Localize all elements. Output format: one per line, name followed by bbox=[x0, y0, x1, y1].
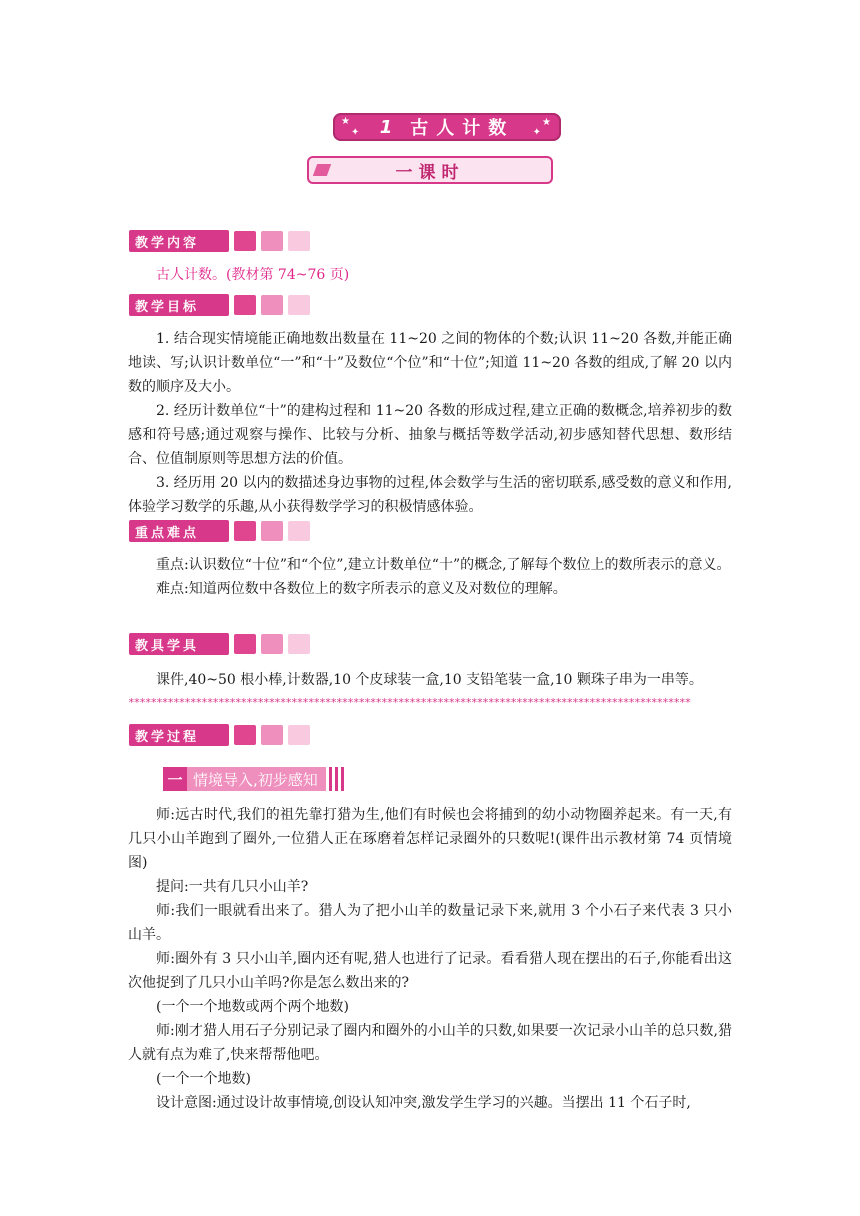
decor-square bbox=[261, 725, 283, 745]
decor-square bbox=[234, 231, 256, 251]
star-icon: ✦ bbox=[532, 127, 541, 138]
decor-square bbox=[261, 634, 283, 654]
decor-square bbox=[288, 725, 310, 745]
materials-text-block bbox=[128, 668, 732, 692]
period-title: 一课时 bbox=[395, 162, 465, 183]
process-paragraph: 师:刚才猎人用石子分别记录了圈内和圈外的小山羊的只数,如果要一次记录小山羊的总只数,猎人就有点为难了,快来帮帮他吧。 bbox=[128, 1023, 732, 1063]
decor-square bbox=[234, 634, 256, 654]
objective-item: 2. 经历计数单位“十”的建构过程和 11~20 各数的形成过程,建立正确的数概念,培养初步的数感和符号感;通过观察与操作、比较与分析、抽象与概括等数学活动,初步感知替代思想、数形结合、位值制原则等思想方法的价值。 bbox=[128, 403, 732, 467]
process-paragraph: 师:远古时代,我们的祖先靠打猎为生,他们有时候也会将捕到的幼小动物圈养起来。有一天,有几只小山羊跑到了圈外,一位猎人正在琢磨着怎样记录圈外的只数呢!(课件出示教材第 74 页情境图) bbox=[128, 807, 732, 871]
decor-square bbox=[261, 521, 283, 541]
decor-square bbox=[288, 634, 310, 654]
step-header bbox=[163, 767, 347, 791]
star-icon: ★ bbox=[341, 116, 350, 127]
keypoints-text-block bbox=[128, 553, 732, 601]
decor-square bbox=[288, 295, 310, 315]
objectives-text-block bbox=[128, 327, 732, 519]
section-label: 教学目标 bbox=[129, 294, 229, 316]
process-paragraph: 师:圈外有 3 只小山羊,圈内还有呢,猎人也进行了记录。看看猎人现在摆出的石子,你能看出这次他捉到了几只小山羊吗?你是怎么数出来的? bbox=[128, 951, 732, 991]
keypoint-item: 重点:认识数位“十位”和“个位”,建立计数单位“十”的概念,了解每个数位上的数所表示的意义。 bbox=[156, 557, 731, 573]
decor-square bbox=[261, 231, 283, 251]
process-text-block bbox=[128, 803, 732, 1115]
decor-square bbox=[234, 521, 256, 541]
objective-item: 1. 结合现实情境能正确地数出数量在 11~20 之间的物体的个数;认识 11~20 各数,并能正确地读、写;认识计数单位“一”和“十”及数位“个位”和“十位”;知道 11~20 各数的组成,了解 20 以内数的顺序及大小。 bbox=[128, 331, 732, 395]
decor-square bbox=[234, 295, 256, 315]
section-header-content bbox=[129, 230, 310, 252]
decor-square bbox=[261, 295, 283, 315]
process-paragraph: 师:我们一眼就看出来了。猎人为了把小山羊的数量记录下来,就用 3 个小石子来代表 3 只小山羊。 bbox=[128, 903, 732, 943]
process-paragraph: (一个一个地数或两个两个地数) bbox=[156, 999, 349, 1015]
lesson-title: 古人计数 bbox=[410, 118, 515, 139]
lesson-number: 1 bbox=[379, 116, 401, 138]
step-title: 情境导入,初步感知 bbox=[187, 767, 326, 791]
process-paragraph: (一个一个地数) bbox=[156, 1071, 251, 1087]
banner-decoration bbox=[313, 164, 331, 176]
objective-item: 3. 经历用 20 以内的数描述身边事物的过程,体会数学与生活的密切联系,感受数的意义和作用,体验学习数学的乐趣,从小获得数学学习的积极情感体验。 bbox=[128, 475, 732, 515]
section-header-objectives bbox=[129, 294, 310, 316]
content-text: 古人计数。(教材第 74~76 页) bbox=[156, 267, 350, 283]
section-header-keypoints bbox=[129, 520, 310, 542]
period-banner bbox=[307, 156, 553, 184]
section-header-process bbox=[129, 724, 310, 746]
section-label: 教学内容 bbox=[129, 230, 229, 252]
decor-square bbox=[234, 725, 256, 745]
section-label: 教学过程 bbox=[129, 724, 229, 746]
step-decor-bars bbox=[329, 767, 347, 791]
keypoint-item: 难点:知道两位数中各数位上的数字所表示的意义及对数位的理解。 bbox=[156, 581, 567, 597]
section-label: 教具学具 bbox=[129, 633, 229, 655]
separator-line: **************************************************************************************************** bbox=[128, 696, 691, 709]
star-icon: ✦ bbox=[351, 127, 360, 138]
process-paragraph: 设计意图:通过设计故事情境,创设认知冲突,激发学生学习的兴趣。当摆出 11 个石子时, bbox=[156, 1095, 691, 1111]
decor-square bbox=[288, 231, 310, 251]
process-paragraph: 提问:一共有几只小山羊? bbox=[156, 879, 309, 895]
section-label: 重点难点 bbox=[129, 520, 229, 542]
star-icon: ★ bbox=[542, 117, 551, 128]
section-header-materials bbox=[129, 633, 310, 655]
lesson-title-banner bbox=[333, 113, 561, 141]
decor-square bbox=[288, 521, 310, 541]
materials-text: 课件,40~50 根小棒,计数器,10 个皮球装一盒,10 支铅笔装一盒,10 颗珠子串为一串等。 bbox=[156, 672, 703, 688]
step-number: 一 bbox=[163, 767, 187, 791]
content-text-block bbox=[128, 263, 732, 287]
